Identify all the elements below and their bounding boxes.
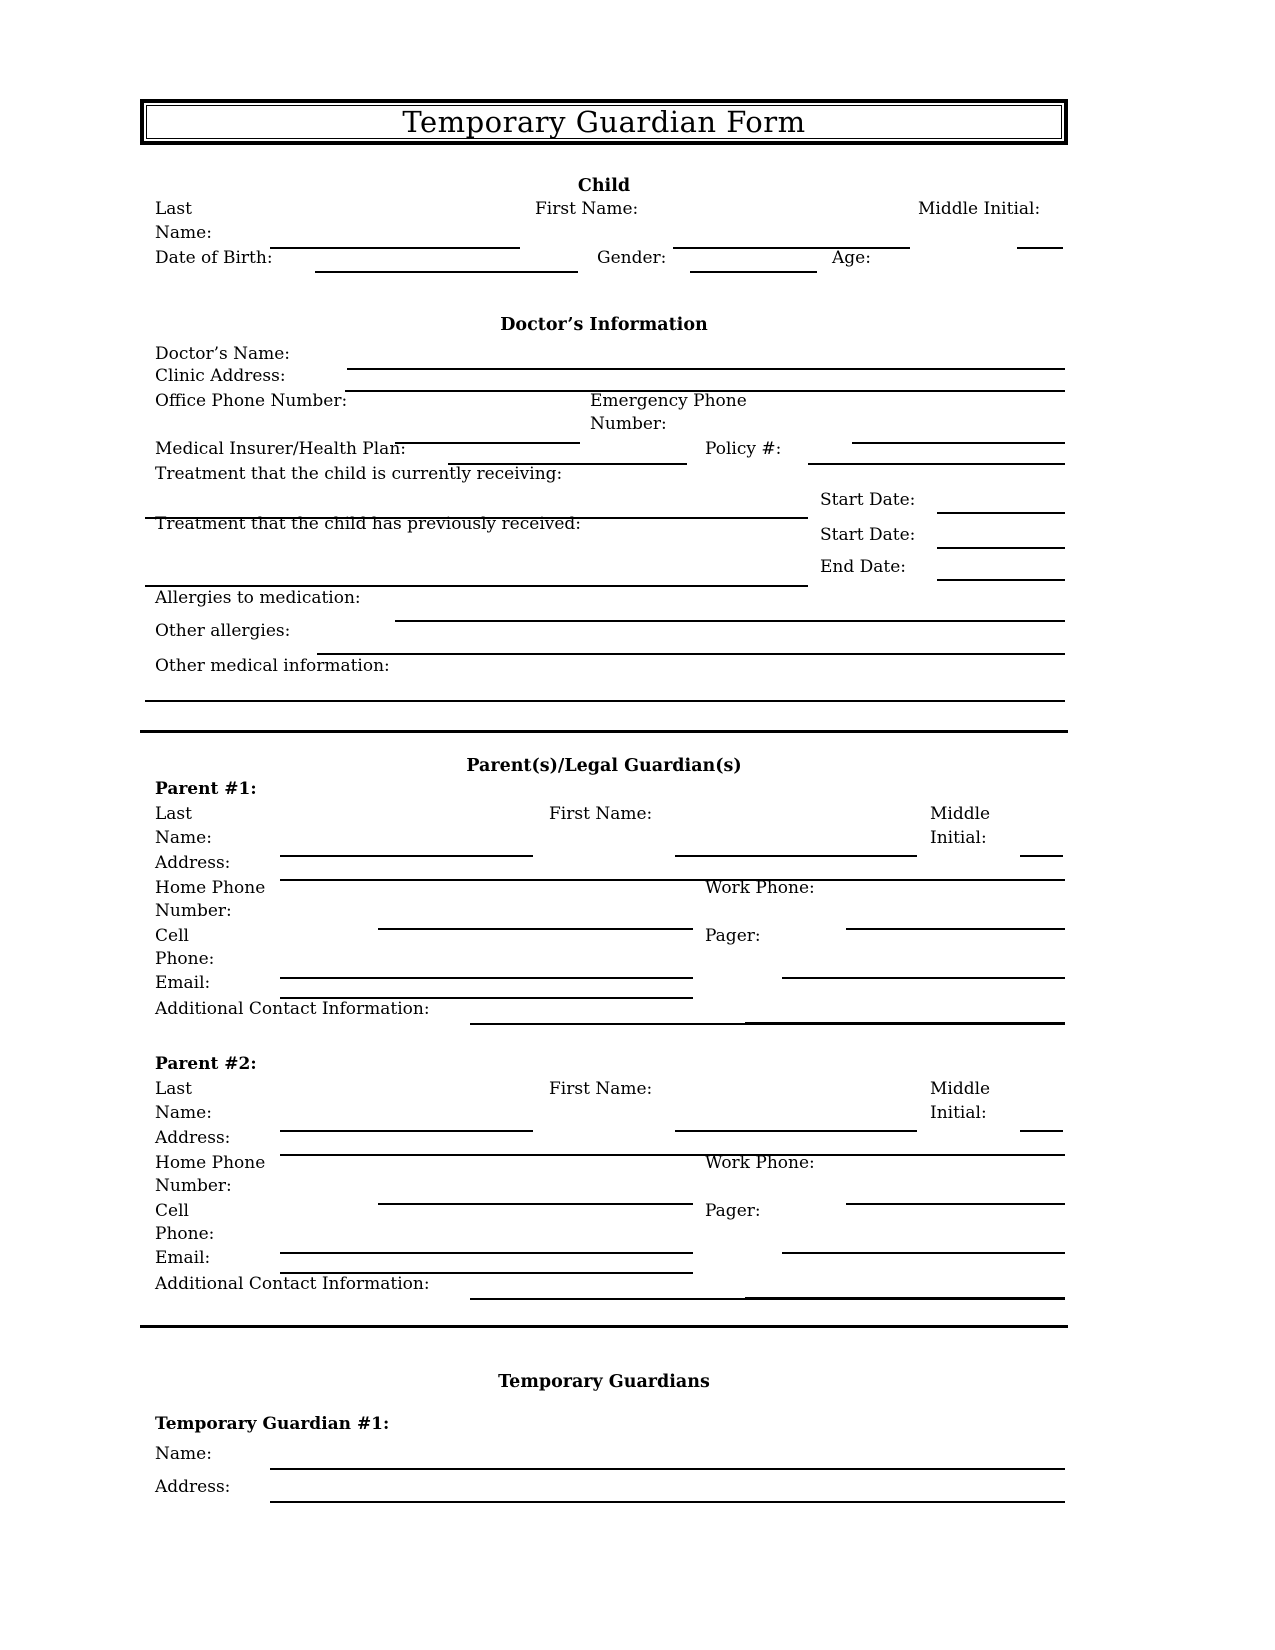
blank-other-medical-info[interactable] xyxy=(145,700,1065,702)
blank-parent2-cell-phone[interactable] xyxy=(280,1252,693,1254)
label-parent2-last-name-line1: Last xyxy=(155,1079,192,1099)
blank-allergies-medication[interactable] xyxy=(395,620,1065,622)
label-guardian1-name: Name: xyxy=(155,1444,212,1464)
label-parent1-last-name-line1: Last xyxy=(155,804,192,824)
blank-treatment-current-start-date[interactable] xyxy=(937,512,1065,514)
section-heading-doctor: Doctor’s Information xyxy=(500,315,708,335)
label-parent2-middle-line1: Middle xyxy=(930,1079,991,1099)
blank-parent2-first-name[interactable] xyxy=(675,1130,917,1132)
label-treatment-previous-end-date: End Date: xyxy=(820,557,907,577)
blank-treatment-previous-end-date[interactable] xyxy=(937,579,1065,581)
label-emergency-phone-line2: Number: xyxy=(590,414,667,434)
blank-child-last-name[interactable] xyxy=(270,247,520,249)
label-parent1-first-name: First Name: xyxy=(549,804,653,824)
label-parent1-additional-contact: Additional Contact Information: xyxy=(155,999,430,1019)
label-other-allergies: Other allergies: xyxy=(155,621,291,641)
label-parent2-additional-contact: Additional Contact Information: xyxy=(155,1274,430,1294)
label-parent1-email: Email: xyxy=(155,973,211,993)
label-parent2-work-phone: Work Phone: xyxy=(705,1153,815,1173)
blank-parent2-additional-contact-right[interactable] xyxy=(745,1297,1065,1300)
blank-parent1-pager[interactable] xyxy=(782,977,1065,979)
blank-treatment-previous[interactable] xyxy=(145,585,808,587)
label-treatment-current-start-date: Start Date: xyxy=(820,490,916,510)
label-parent1-home-phone-line1: Home Phone xyxy=(155,878,266,898)
label-treatment-current: Treatment that the child is currently receiving: xyxy=(155,464,563,484)
label-other-medical-info: Other medical information: xyxy=(155,656,390,676)
blank-parent1-additional-contact[interactable] xyxy=(470,1023,745,1025)
label-guardian1-heading: Temporary Guardian #1: xyxy=(155,1414,390,1434)
blank-parent2-work-phone[interactable] xyxy=(846,1203,1065,1205)
label-parent2-middle-line2: Initial: xyxy=(930,1103,987,1123)
label-parent1-pager: Pager: xyxy=(705,926,761,946)
blank-parent2-last-name[interactable] xyxy=(280,1130,533,1132)
label-parent2-cell-line1: Cell xyxy=(155,1201,189,1221)
label-doctor-name: Doctor’s Name: xyxy=(155,344,291,364)
label-child-last-name-line2: Name: xyxy=(155,223,212,243)
parent2-block xyxy=(0,1055,1275,1315)
blank-guardian1-name[interactable] xyxy=(270,1468,1065,1470)
blank-other-allergies[interactable] xyxy=(317,653,1065,655)
blank-parent2-middle-initial[interactable] xyxy=(1020,1130,1063,1132)
blank-office-phone[interactable] xyxy=(395,442,580,444)
label-office-phone: Office Phone Number: xyxy=(155,391,348,411)
blank-parent1-home-phone[interactable] xyxy=(378,928,693,930)
label-parent2-cell-line2: Phone: xyxy=(155,1224,215,1244)
label-parent2-address: Address: xyxy=(155,1128,231,1148)
blank-child-middle-initial[interactable] xyxy=(1017,247,1063,249)
blank-child-first-name[interactable] xyxy=(673,247,910,249)
label-parent2-pager: Pager: xyxy=(705,1201,761,1221)
label-child-age: Age: xyxy=(832,248,871,268)
label-child-gender: Gender: xyxy=(597,248,667,268)
form-title-inner-border xyxy=(146,105,1062,139)
label-guardian1-address: Address: xyxy=(155,1477,231,1497)
label-clinic-address: Clinic Address: xyxy=(155,366,286,386)
section-divider-parents-guardians xyxy=(140,1325,1068,1328)
section-heading-parents: Parent(s)/Legal Guardian(s) xyxy=(466,756,742,776)
label-parent1-cell-line2: Phone: xyxy=(155,949,215,969)
blank-parent1-address[interactable] xyxy=(280,879,1065,881)
label-parent1-middle-line1: Middle xyxy=(930,804,991,824)
blank-treatment-previous-start-date[interactable] xyxy=(937,547,1065,549)
section-divider-doctor-parents xyxy=(140,730,1068,733)
blank-parent1-additional-contact-right[interactable] xyxy=(745,1022,1065,1025)
blank-parent1-last-name[interactable] xyxy=(280,855,533,857)
label-parent1-home-phone-line2: Number: xyxy=(155,901,232,921)
label-child-first-name: First Name: xyxy=(535,199,639,219)
label-medical-insurer: Medical Insurer/Health Plan: xyxy=(155,439,406,459)
label-child-dob: Date of Birth: xyxy=(155,248,273,268)
blank-parent1-work-phone[interactable] xyxy=(846,928,1065,930)
label-parent2-home-phone-line1: Home Phone xyxy=(155,1153,266,1173)
label-treatment-previous-start-date: Start Date: xyxy=(820,525,916,545)
blank-guardian1-address[interactable] xyxy=(270,1501,1065,1503)
blank-child-gender[interactable] xyxy=(690,271,817,273)
label-emergency-phone-line1: Emergency Phone xyxy=(590,391,747,411)
blank-doctor-name[interactable] xyxy=(347,368,1065,370)
blank-child-dob[interactable] xyxy=(315,271,578,273)
label-policy-number: Policy #: xyxy=(705,439,782,459)
blank-parent2-address[interactable] xyxy=(280,1154,1065,1156)
form-title: Temporary Guardian Form xyxy=(402,105,806,139)
label-treatment-previous: Treatment that the child has previously received: xyxy=(155,514,582,534)
blank-emergency-phone[interactable] xyxy=(852,442,1065,444)
label-parent1-address: Address: xyxy=(155,853,231,873)
label-parent1-cell-line1: Cell xyxy=(155,926,189,946)
blank-policy-number[interactable] xyxy=(808,463,1065,465)
parent1-block xyxy=(0,780,1275,1040)
form-title-box xyxy=(140,99,1068,145)
label-child-last-name-line1: Last xyxy=(155,199,192,219)
section-heading-child: Child xyxy=(577,176,631,196)
label-parent1-work-phone: Work Phone: xyxy=(705,878,815,898)
label-parent2-home-phone-line2: Number: xyxy=(155,1176,232,1196)
label-child-middle-initial: Middle Initial: xyxy=(918,199,1041,219)
label-allergies-medication: Allergies to medication: xyxy=(155,588,361,608)
label-parent1-middle-line2: Initial: xyxy=(930,828,987,848)
label-parent2-email: Email: xyxy=(155,1248,211,1268)
label-parent1-heading: Parent #1: xyxy=(155,779,257,799)
blank-parent1-cell-phone[interactable] xyxy=(280,977,693,979)
blank-parent1-middle-initial[interactable] xyxy=(1020,855,1063,857)
label-parent2-first-name: First Name: xyxy=(549,1079,653,1099)
blank-parent2-additional-contact[interactable] xyxy=(470,1298,745,1300)
blank-parent2-pager[interactable] xyxy=(782,1252,1065,1254)
blank-parent2-home-phone[interactable] xyxy=(378,1203,693,1205)
blank-parent1-first-name[interactable] xyxy=(675,855,917,857)
section-heading-guardians: Temporary Guardians xyxy=(498,1372,710,1392)
label-parent2-heading: Parent #2: xyxy=(155,1054,257,1074)
label-parent2-last-name-line2: Name: xyxy=(155,1103,212,1123)
label-parent1-last-name-line2: Name: xyxy=(155,828,212,848)
